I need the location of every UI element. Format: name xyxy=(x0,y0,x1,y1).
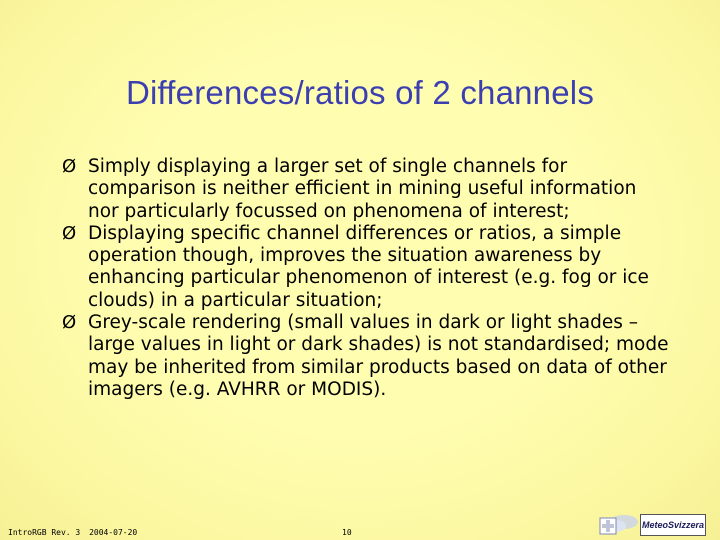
page-number: 10 xyxy=(342,528,352,537)
meteoswiss-logo xyxy=(594,512,712,540)
arrow-bullet-icon: Ø xyxy=(62,312,77,334)
slide-title: Differences/ratios of 2 channels xyxy=(125,74,595,111)
bullet-list xyxy=(62,156,672,401)
bullet-text: Simply displaying a larger set of single channels for comparison is neither efficient in mining useful information nor particularly focussed on phenomena of interest; xyxy=(88,156,637,222)
bullet-item xyxy=(62,223,672,312)
arrow-bullet-icon: Ø xyxy=(62,156,77,177)
swiss-cross-icon xyxy=(594,512,642,540)
bullet-item xyxy=(62,156,672,223)
bullet-item xyxy=(62,312,672,401)
footer-doc-id: IntroRGB Rev. 3 xyxy=(8,528,81,537)
logo-wordmark: MeteoSvizzera xyxy=(640,514,706,536)
arrow-bullet-icon: Ø xyxy=(62,222,77,244)
footer-date: 2004-07-20 xyxy=(89,528,138,537)
bullet-text: Displaying specific channel differences or ratios, a simple operation though, improves the situation awareness by enhancing particular phenomenon of interest (e.g. fog or ice clouds) in a particular situation; xyxy=(88,222,649,311)
footer-doc-info xyxy=(8,528,141,537)
bullet-text: Grey-scale rendering (small values in dark or light shades – large values in light or dark shades) is not standardised; mode may be inherited from similar products based on data of other imagers (e.g. AVHRR or MODIS). xyxy=(88,312,669,400)
